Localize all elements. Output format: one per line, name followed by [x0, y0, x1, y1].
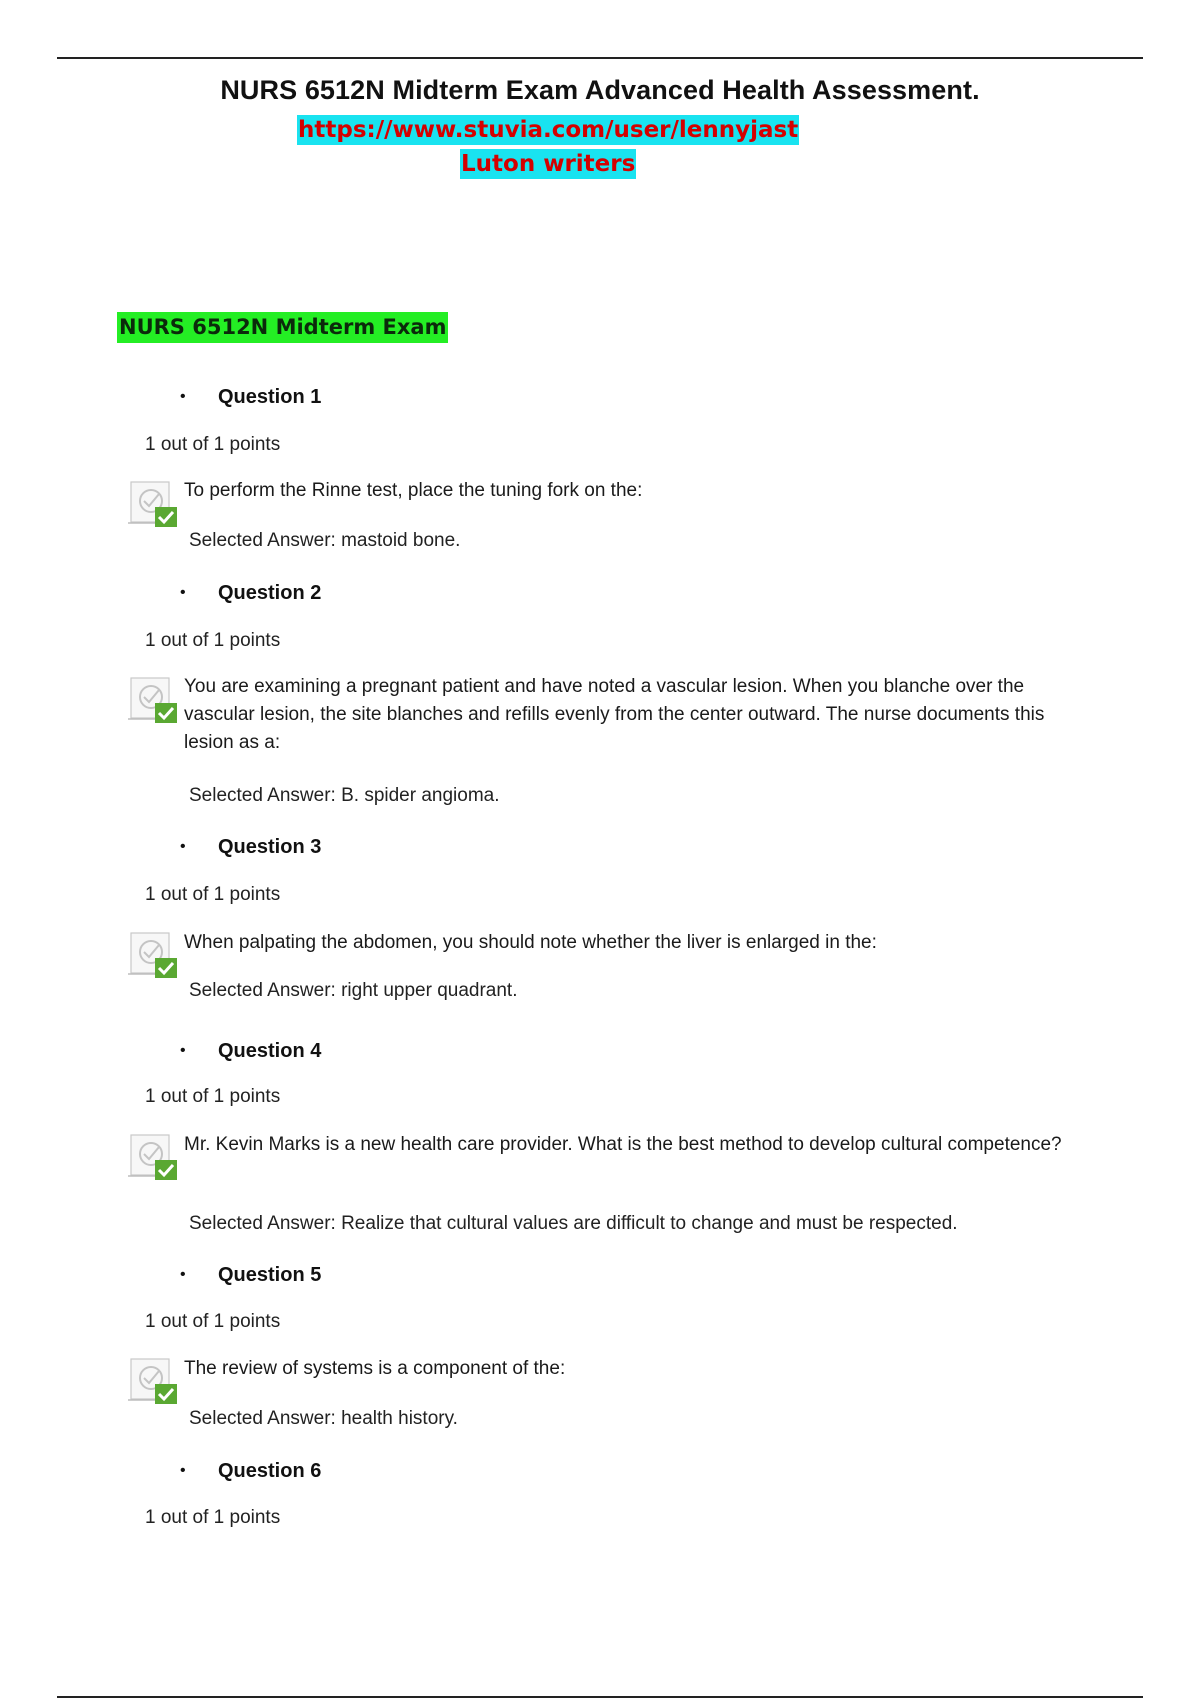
- question-2-selected-answer: Selected Answer: B. spider angioma.: [189, 785, 500, 806]
- bullet-icon: •: [180, 584, 186, 601]
- question-label: Question 3: [218, 836, 322, 858]
- check-mark-icon: [127, 1354, 181, 1408]
- highlighted-brand: Luton writers: [461, 151, 636, 177]
- question-1-text: To perform the Rinne test, place the tuning fork on the:: [184, 480, 643, 501]
- question-5-text: The review of systems is a component of the:: [184, 1358, 566, 1379]
- bullet-icon: •: [180, 1462, 186, 1479]
- question-3-header: [180, 836, 321, 859]
- bottom-rule: [57, 1696, 1143, 1698]
- question-4-points: 1 out of 1 points: [145, 1086, 281, 1107]
- bullet-icon: •: [180, 838, 186, 855]
- question-label: Question 2: [218, 582, 322, 604]
- top-rule: [57, 57, 1143, 59]
- question-4-selected-answer: Selected Answer: Realize that cultural values are difficult to change and must be respected.: [189, 1213, 958, 1234]
- check-mark-icon: [127, 673, 181, 727]
- question-4-text: Mr. Kevin Marks is a new health care provider. What is the best method to develop cultural competence?: [184, 1134, 1062, 1155]
- section-heading: NURS 6512N Midterm Exam: [117, 312, 448, 343]
- highlighted-url: https://www.stuvia.com/user/lennyjast: [298, 117, 799, 143]
- question-label: Question 6: [218, 1460, 322, 1482]
- question-2-header: [180, 582, 321, 605]
- question-3-selected-answer: Selected Answer: right upper quadrant.: [189, 980, 518, 1001]
- bullet-icon: •: [180, 1266, 186, 1283]
- check-mark-icon: [127, 1130, 181, 1184]
- question-5-header: [180, 1264, 321, 1287]
- question-2-text: You are examining a pregnant patient and have noted a vascular lesion. When you blanche over the vascular lesion, the site blanches and refills evenly from the center outward. The nurse documents this lesion as a:: [184, 676, 1045, 753]
- question-6-points: 1 out of 1 points: [145, 1507, 281, 1528]
- question-1-points: 1 out of 1 points: [145, 434, 281, 455]
- question-label: Question 1: [218, 386, 322, 408]
- check-mark-icon: [127, 477, 181, 531]
- question-4-header: [180, 1040, 321, 1063]
- question-label: Question 4: [218, 1040, 322, 1062]
- question-2-points: 1 out of 1 points: [145, 630, 281, 651]
- question-1-header: [180, 386, 321, 409]
- question-3-points: 1 out of 1 points: [145, 884, 281, 905]
- question-5-selected-answer: Selected Answer: health history.: [189, 1408, 458, 1429]
- question-5-points: 1 out of 1 points: [145, 1311, 281, 1332]
- question-6-header: [180, 1460, 321, 1483]
- check-mark-icon: [127, 928, 181, 982]
- document-title: NURS 6512N Midterm Exam Advanced Health Assessment.: [220, 75, 980, 105]
- question-3-text: When palpating the abdomen, you should note whether the liver is enlarged in the:: [184, 932, 877, 953]
- bullet-icon: •: [180, 388, 186, 405]
- question-label: Question 5: [218, 1264, 322, 1286]
- bullet-icon: •: [180, 1042, 186, 1059]
- question-1-selected-answer: Selected Answer: mastoid bone.: [189, 530, 461, 551]
